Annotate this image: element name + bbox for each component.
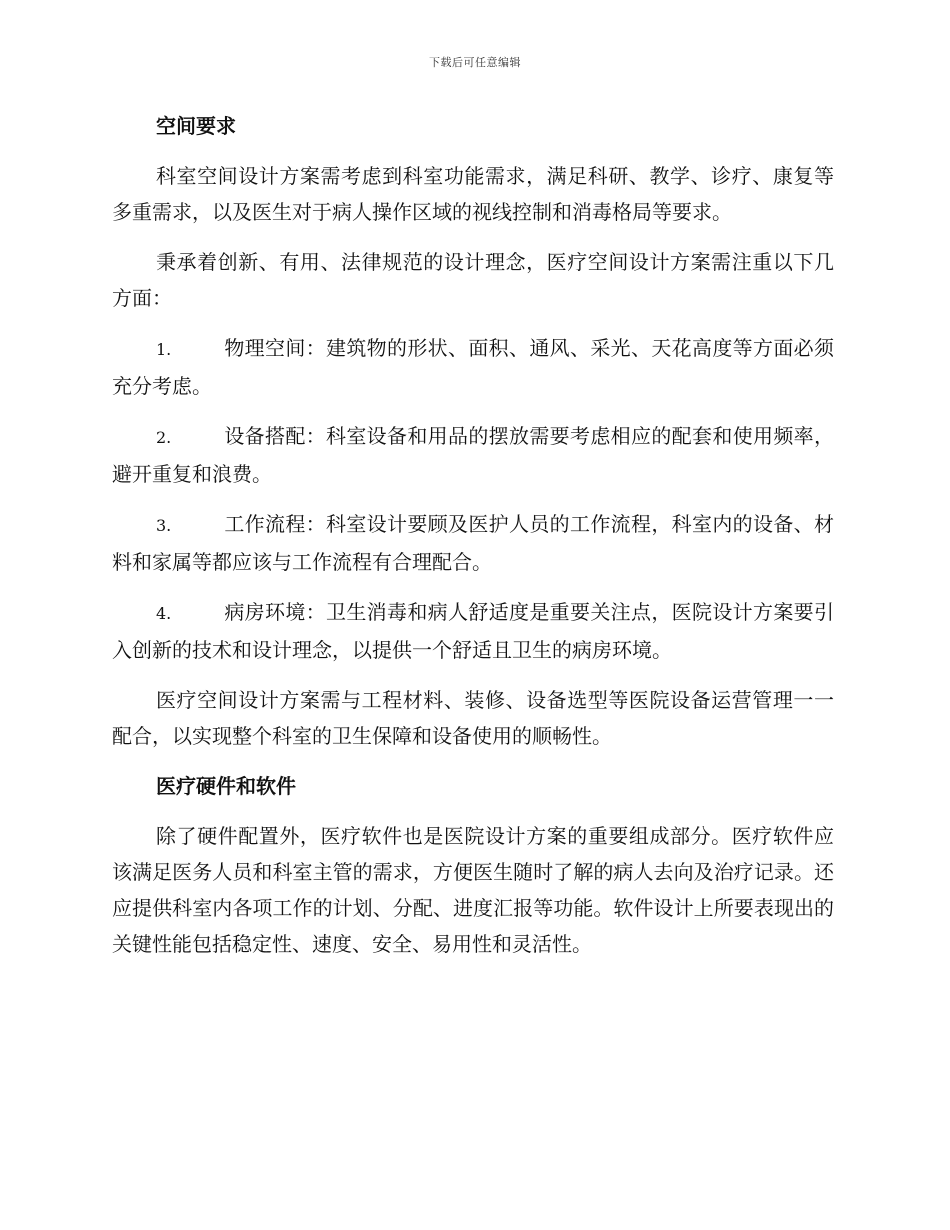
- document-body: [112, 108, 834, 976]
- paragraph: 科室空间设计方案需考虑到科室功能需求，满足科研、教学、诊疗、康复等多重需求，以及医生对于病人操作区域的视线控制和消毒格局等要求。: [112, 164, 834, 224]
- list-item: [112, 330, 834, 404]
- page-header: 下载后可任意编辑: [429, 56, 521, 69]
- list-text: 设备搭配：科室设备和用品的摆放需要考虑相应的配套和使用频率，避开重复和浪费。: [112, 424, 834, 486]
- section-heading-software: 医疗硬件和软件: [156, 774, 296, 798]
- paragraph: 秉承着创新、有用、法律规范的设计理念，医疗空间设计方案需注重以下几方面：: [112, 250, 834, 310]
- paragraph: 除了硬件配置外，医疗软件也是医院设计方案的重要组成部分。医疗软件应该满足医务人员和科室主管的需求，方便医生随时了解的病人去向及治疗记录。还应提供科室内各项工作的计划、分配、进度汇报等功能。软件设计上所要表现出的关键性能包括稳定性、速度、安全、易用性和灵活性。: [112, 824, 834, 956]
- list-text: 物理空间：建筑物的形状、面积、通风、采光、天花高度等方面必须充分考虑。: [112, 336, 834, 398]
- list-number: 3.: [156, 516, 172, 535]
- list-item: [112, 418, 834, 492]
- list-text: 工作流程：科室设计要顾及医护人员的工作流程，科室内的设备、材料和家属等都应该与工作流程有合理配合。: [112, 512, 834, 574]
- list-item: [112, 506, 834, 580]
- paragraph: 医疗空间设计方案需与工程材料、装修、设备选型等医院设备运营管理一一配合，以实现整个科室的卫生保障和设备使用的顺畅性。: [112, 688, 834, 748]
- section-heading-space: 空间要求: [156, 114, 236, 138]
- list-number: 4.: [156, 604, 172, 623]
- list-number: 2.: [156, 428, 172, 447]
- list-text: 病房环境：卫生消毒和病人舒适度是重要关注点，医院设计方案要引入创新的技术和设计理念，以提供一个舒适且卫生的病房环境。: [112, 600, 834, 662]
- list-item: [112, 594, 834, 668]
- list-number: 1.: [156, 340, 172, 359]
